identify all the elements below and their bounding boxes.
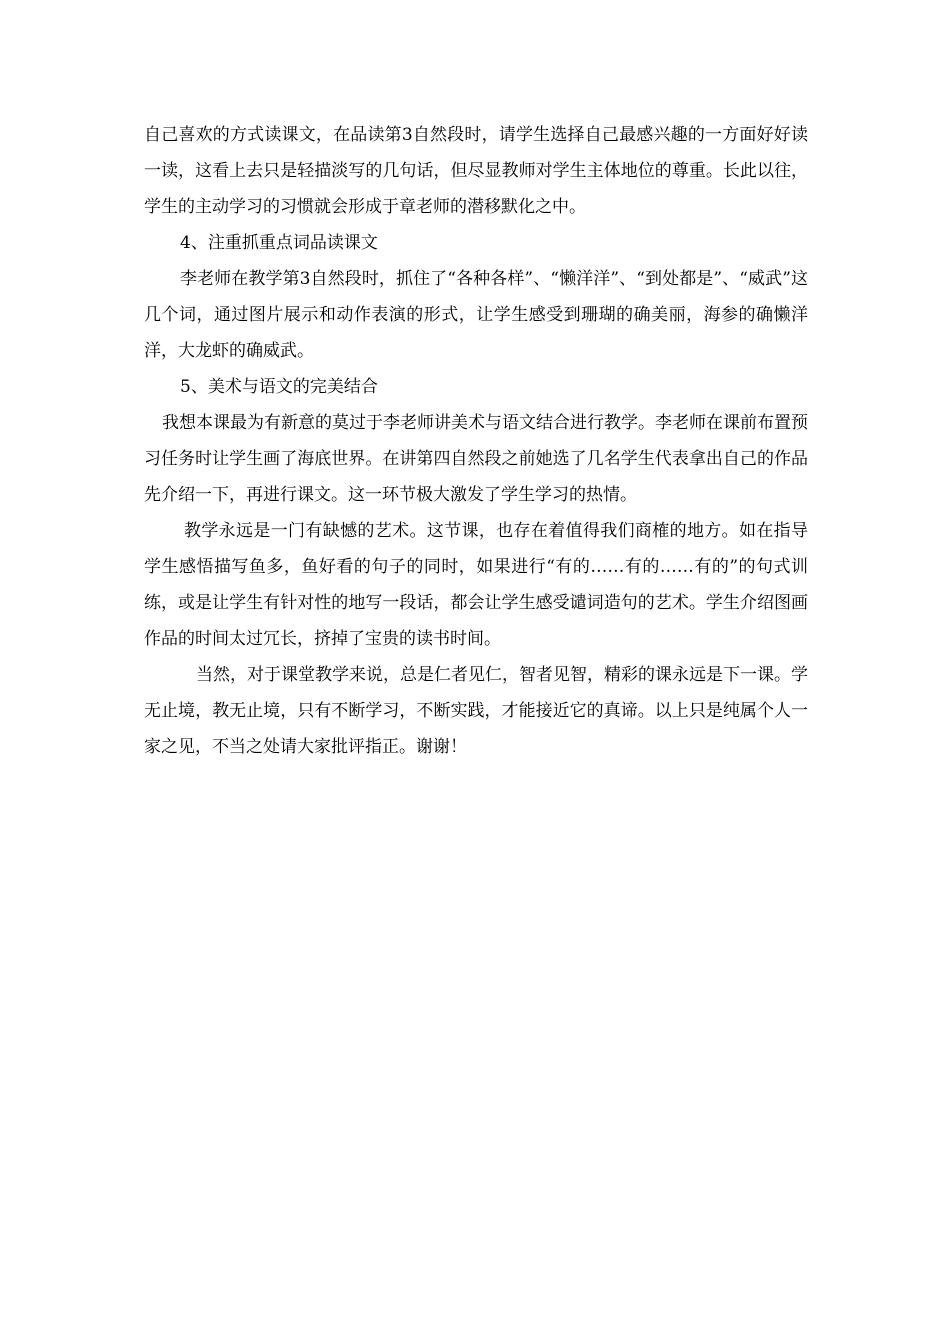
paragraph-art-and-language: 我想本课最为有新意的莫过于李老师讲美术与语文结合进行教学。李老师在课前布置预习任务时让学生画了海底世界。在讲第四自然段之前她选了几名学生代表拿出自己的作品先介绍一下，再进行课文。这一环节极大激发了学生学习的热情。 bbox=[144, 413, 808, 505]
section-heading-5: 5、美术与语文的完美结合 bbox=[180, 377, 378, 397]
paragraph-shortcomings: 教学永远是一门有缺憾的艺术。这节课，也存在着值得我们商榷的地方。如在指导学生感悟描写鱼多，鱼好看的句子的同时，如果进行“有的……有的……有的”的句式训练，或是让学生有针对性的地写一段话，都会让学生感受谴词造句的艺术。学生介绍图画作品的时间太过冗长，挤掉了宝贵的读书时间。 bbox=[144, 521, 808, 649]
paragraph-reading-methods: 自己喜欢的方式读课文，在品读第3自然段时，请学生选择自己最感兴趣的一方面好好读一读，这看上去只是轻描淡写的几句话，但尽显教师对学生主体地位的尊重。长此以往，学生的主动学习的习惯就会形成于章老师的潜移默化之中。 bbox=[144, 125, 808, 217]
paragraph-conclusion: 当然，对于课堂教学来说，总是仁者见仁，智者见智，精彩的课永远是下一课。学无止境，教无止境，只有不断学习，不断实践，才能接近它的真谛。以上只是纯属个人一家之见，不当之处请大家批评指正。谢谢！ bbox=[144, 665, 808, 757]
paragraph-key-words: 李老师在教学第3自然段时，抓住了“各种各样”、“懒洋洋”、“到处都是”、“威武”这几个词，通过图片展示和动作表演的形式，让学生感受到珊瑚的确美丽，海参的确懒洋洋，大龙虾的确威武。 bbox=[144, 269, 808, 361]
section-heading-4: 4、注重抓重点词品读课文 bbox=[180, 233, 378, 253]
document-body bbox=[144, 117, 808, 765]
